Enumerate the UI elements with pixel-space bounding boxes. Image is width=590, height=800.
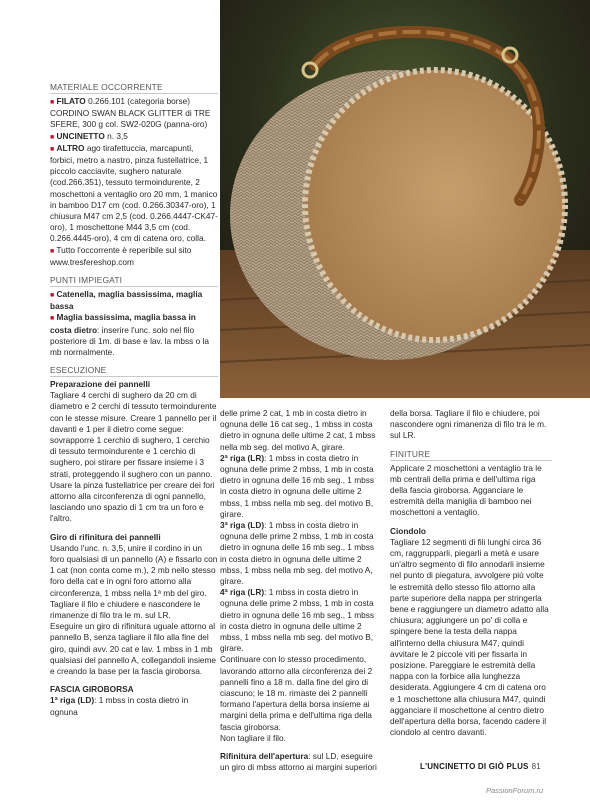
- execution-heading: ESECUZIONE: [50, 365, 107, 375]
- finishing-round-text: Usando l'unc. n. 3,5, unire il cordino in un foro qualsiasi di un pannello (A) e fissarlo con 1 cat (non conta come m.), 2 mb nello stesso foro della cat e in ogni foro attorno alla circonferenza, 1 mbss nella 1ª mb del giro.: [50, 542, 218, 598]
- stitch-label: Maglia bassissima, maglia bassa in costa dietro: [50, 312, 196, 335]
- material-item-hook: [50, 131, 218, 143]
- paragraph: della borsa. Tagliare il filo e chiudere, poi nascondere ogni rimanenza di filo tra le m. sul LR.: [390, 408, 547, 441]
- row-label: 2ª riga (LR): [220, 452, 265, 463]
- finishing-text: Applicare 2 moschettoni a ventaglio tra le mb centrali della prima e dell'ultima riga della fascia giroborsa. Agganciare le estremità della maniglia di bamboo nei moschettoni a ventaglio.: [390, 462, 542, 518]
- material-text: 0.266.101 (categoria borse) CORDINO SWAN BLACK GLITTER di TRE SFERE, 300 g col. SW2-020G (panna-oro): [50, 96, 211, 130]
- divider: [50, 286, 218, 287]
- row-instruction: [220, 587, 382, 654]
- bag-illustration: [220, 0, 590, 398]
- pendant-title: Ciondolo: [390, 525, 426, 536]
- stitch-item: [50, 289, 218, 312]
- material-label: UNCINETTO: [56, 130, 105, 141]
- magazine-title: L'UNCINETTO DI GIÒ PLUS: [420, 762, 529, 771]
- square-bullet-icon: ■: [50, 247, 55, 255]
- page-footer: [420, 762, 541, 771]
- material-label: FILATO: [56, 96, 86, 106]
- row-instruction: [50, 695, 218, 717]
- divider: [50, 93, 218, 94]
- row-label: 4ª riga (LR): [220, 587, 265, 598]
- material-item-yarn: [50, 96, 218, 131]
- finishing-heading: FINITURE: [390, 448, 431, 459]
- material-label: ALTRO: [56, 142, 85, 153]
- row-text: : 1 mbss in costa dietro in ognuna delle prime 2 mbss, 1 mb in costa dietro in ognuna delle 16 mb seg., 1 mbss in costa dietro in ognuna delle ultime 2 mbss, 1 mbss nella mb seg. del motivo A, girare.: [220, 520, 375, 587]
- text-column-1: [50, 365, 218, 718]
- finishing-round-text: Tagliare il filo e chiudere e nascondere le rimanenze di filo tra le m. sul LR.: [50, 598, 201, 621]
- opening-title: Rifinitura dell'apertura: [220, 751, 309, 762]
- stitches-heading: PUNTI IMPIEGATI: [50, 275, 123, 286]
- panels-text: Tagliare 4 cerchi di sughero da 20 cm di diametro e 2 cerchi di tessuto termoindurente con le stesse misure. Creare 1 pannello per il davanti e 1 per il dietro come segue: sovrapporre 1 cerchio di sughero, 1 cerchio di tessuto termoindurente e 1 cerchio di sughero, poi stirare per fissare insieme i 3 strati, proteggendo il sughero con un panno. Usare la pinza fustellatrice per creare dei fori attorno alla circonferenza di ogni pannello, lasciando uno spazio di 1 cm tra un foro e l'altro.: [50, 390, 217, 524]
- opening-text: : sul LD, eseguire un giro di mbss attorno ai margini superiori: [220, 751, 377, 773]
- panels-title: Preparazione dei pannelli: [50, 379, 151, 389]
- finishing-round-text: Eseguire un giro di rifinitura uguale attorno al pannello B, senza tagliare il filo alla fine del giro, quindi avv. 20 cat e lav. 1 mbss in 1 mb qualsiasi del pannello A, collegandoli insieme e creando la base per la fascia giroborsa.: [50, 621, 217, 677]
- material-text: ago tirafettuccia, marcapunti, forbici, metro a nastro, pinza fustellatrice, 1 piccolo cacciavite, sughero naturale (cod.266.351), tessuto termoindurente, 2 moschettoni a ventaglio oro 20 mm, 1 manico in bamboo D17 cm (cod. 0.266.30347-oro), 1 chiusura M47 cm 2,5 (cod. 0.266.4447-CK47-oro), 1 moschettone M44 3,5 cm (cod. 0.266.4445-oro), 4 cm di catena oro, colla.: [50, 142, 218, 244]
- material-text: n. 3,5: [107, 130, 128, 141]
- square-bullet-icon: ■: [50, 99, 55, 106]
- row-text: : 1 mbss in costa dietro in ognuna delle prime 2 mbss, 1 mb in costa dietro in ognuna delle 16 mb seg., 1 mbss in costa dietro in ognuna delle ultime 2 mbss, 1 mbss nella mb seg. del motivo B, girare.: [220, 452, 375, 519]
- stitch-label: Catenella, maglia bassissima, maglia bassa: [50, 289, 203, 312]
- row-label: 3ª riga (LD): [220, 520, 265, 531]
- band-title: FASCIA GIROBORSA: [50, 684, 134, 695]
- page-number: 81: [531, 762, 541, 771]
- materials-heading: MATERIALE OCCORRENTE: [50, 82, 163, 92]
- row-text: : 1 mbss in costa dietro in ognuna: [50, 695, 189, 717]
- materials-note-text: Tutto l'occorrente è reperibile sul sito www.tresfereshop.com: [50, 244, 192, 267]
- crochet-bag-photo: [220, 0, 590, 398]
- materials-note: [50, 245, 218, 268]
- square-bullet-icon: ■: [50, 133, 55, 141]
- paragraph: delle prime 2 cat, 1 mb in costa dietro in ognuna delle 16 cat seg., 1 mbss in costa dietro in ognuna delle ultime 2 cat, 1 mbss nella mb seg. del motivo A, girare.: [220, 408, 376, 452]
- paragraph: Continuare con lo stesso procedimento, lavorando attorno alla circonferenza dei 2 pannelli fino a 18 m. dalla fine del giro di ciascuno; le 18 m. rimaste dei 2 pannelli formano l'apertura della borsa insieme ai margini della prima e dell'ultima riga della fascia giroborsa.: [220, 654, 373, 732]
- opening-instruction: [220, 751, 382, 773]
- watermark: PassionForum.ru: [486, 786, 544, 795]
- divider: [50, 376, 218, 377]
- finishing-round-title: Giro di rifinitura dei pannelli: [50, 531, 161, 542]
- row-text: : 1 mbss in costa dietro in ognuna delle prime 2 mbss, 1 mb in costa dietro in ognuna delle 16 mb seg., 1 mbss in costa dietro in ognuna delle ultime 2 mbss, 1 mbss nella mb seg. del motivo B, girare.: [220, 587, 375, 654]
- row-instruction: [220, 453, 382, 520]
- stitch-text: : inserire l'unc. solo nel filo posteriore di 1m. di base e lav. la mbss o la mb normalmente.: [50, 324, 209, 358]
- text-column-2: [220, 408, 382, 774]
- divider: [390, 460, 552, 461]
- paragraph: Non tagliare il filo.: [220, 732, 286, 743]
- text-column-3: [390, 408, 552, 738]
- materials-sidebar: [50, 82, 218, 358]
- stitch-item: [50, 312, 218, 358]
- material-item-other: [50, 143, 218, 245]
- pendant-text: Tagliare 12 segmenti di fili lunghi circa 36 cm, raggrupparli, piegarli a metà e usare un'altro segmento di filo annodarli insieme nel punto di piegatura, avvolgere più volte le estremità dello stesso filo attorno alla parte superiore della nappa per stringerla bene e raggiungere un diametro adatto alla chiusura; aggiungere un po' di colla e spingere bene la testa della nappa all'interno della chiusura M47, quindi avvitare le 2 piccole viti per fissarla in posizione. Pareggiare le estremità della nappa con la forbice alla lunghezza desiderata. Aggiungere 4 cm di catena oro e 1 moschettone alla chiusura M47, quindi agganciare il moschettone al centro dietro dell'apertura della borsa, facendo cadere il ciondolo al centro davanti.: [390, 536, 549, 738]
- row-instruction: [220, 520, 382, 587]
- square-bullet-icon: ■: [50, 292, 55, 300]
- row-label: 1ª riga (LD): [50, 695, 95, 706]
- square-bullet-icon: ■: [50, 315, 55, 323]
- square-bullet-icon: ■: [50, 145, 55, 153]
